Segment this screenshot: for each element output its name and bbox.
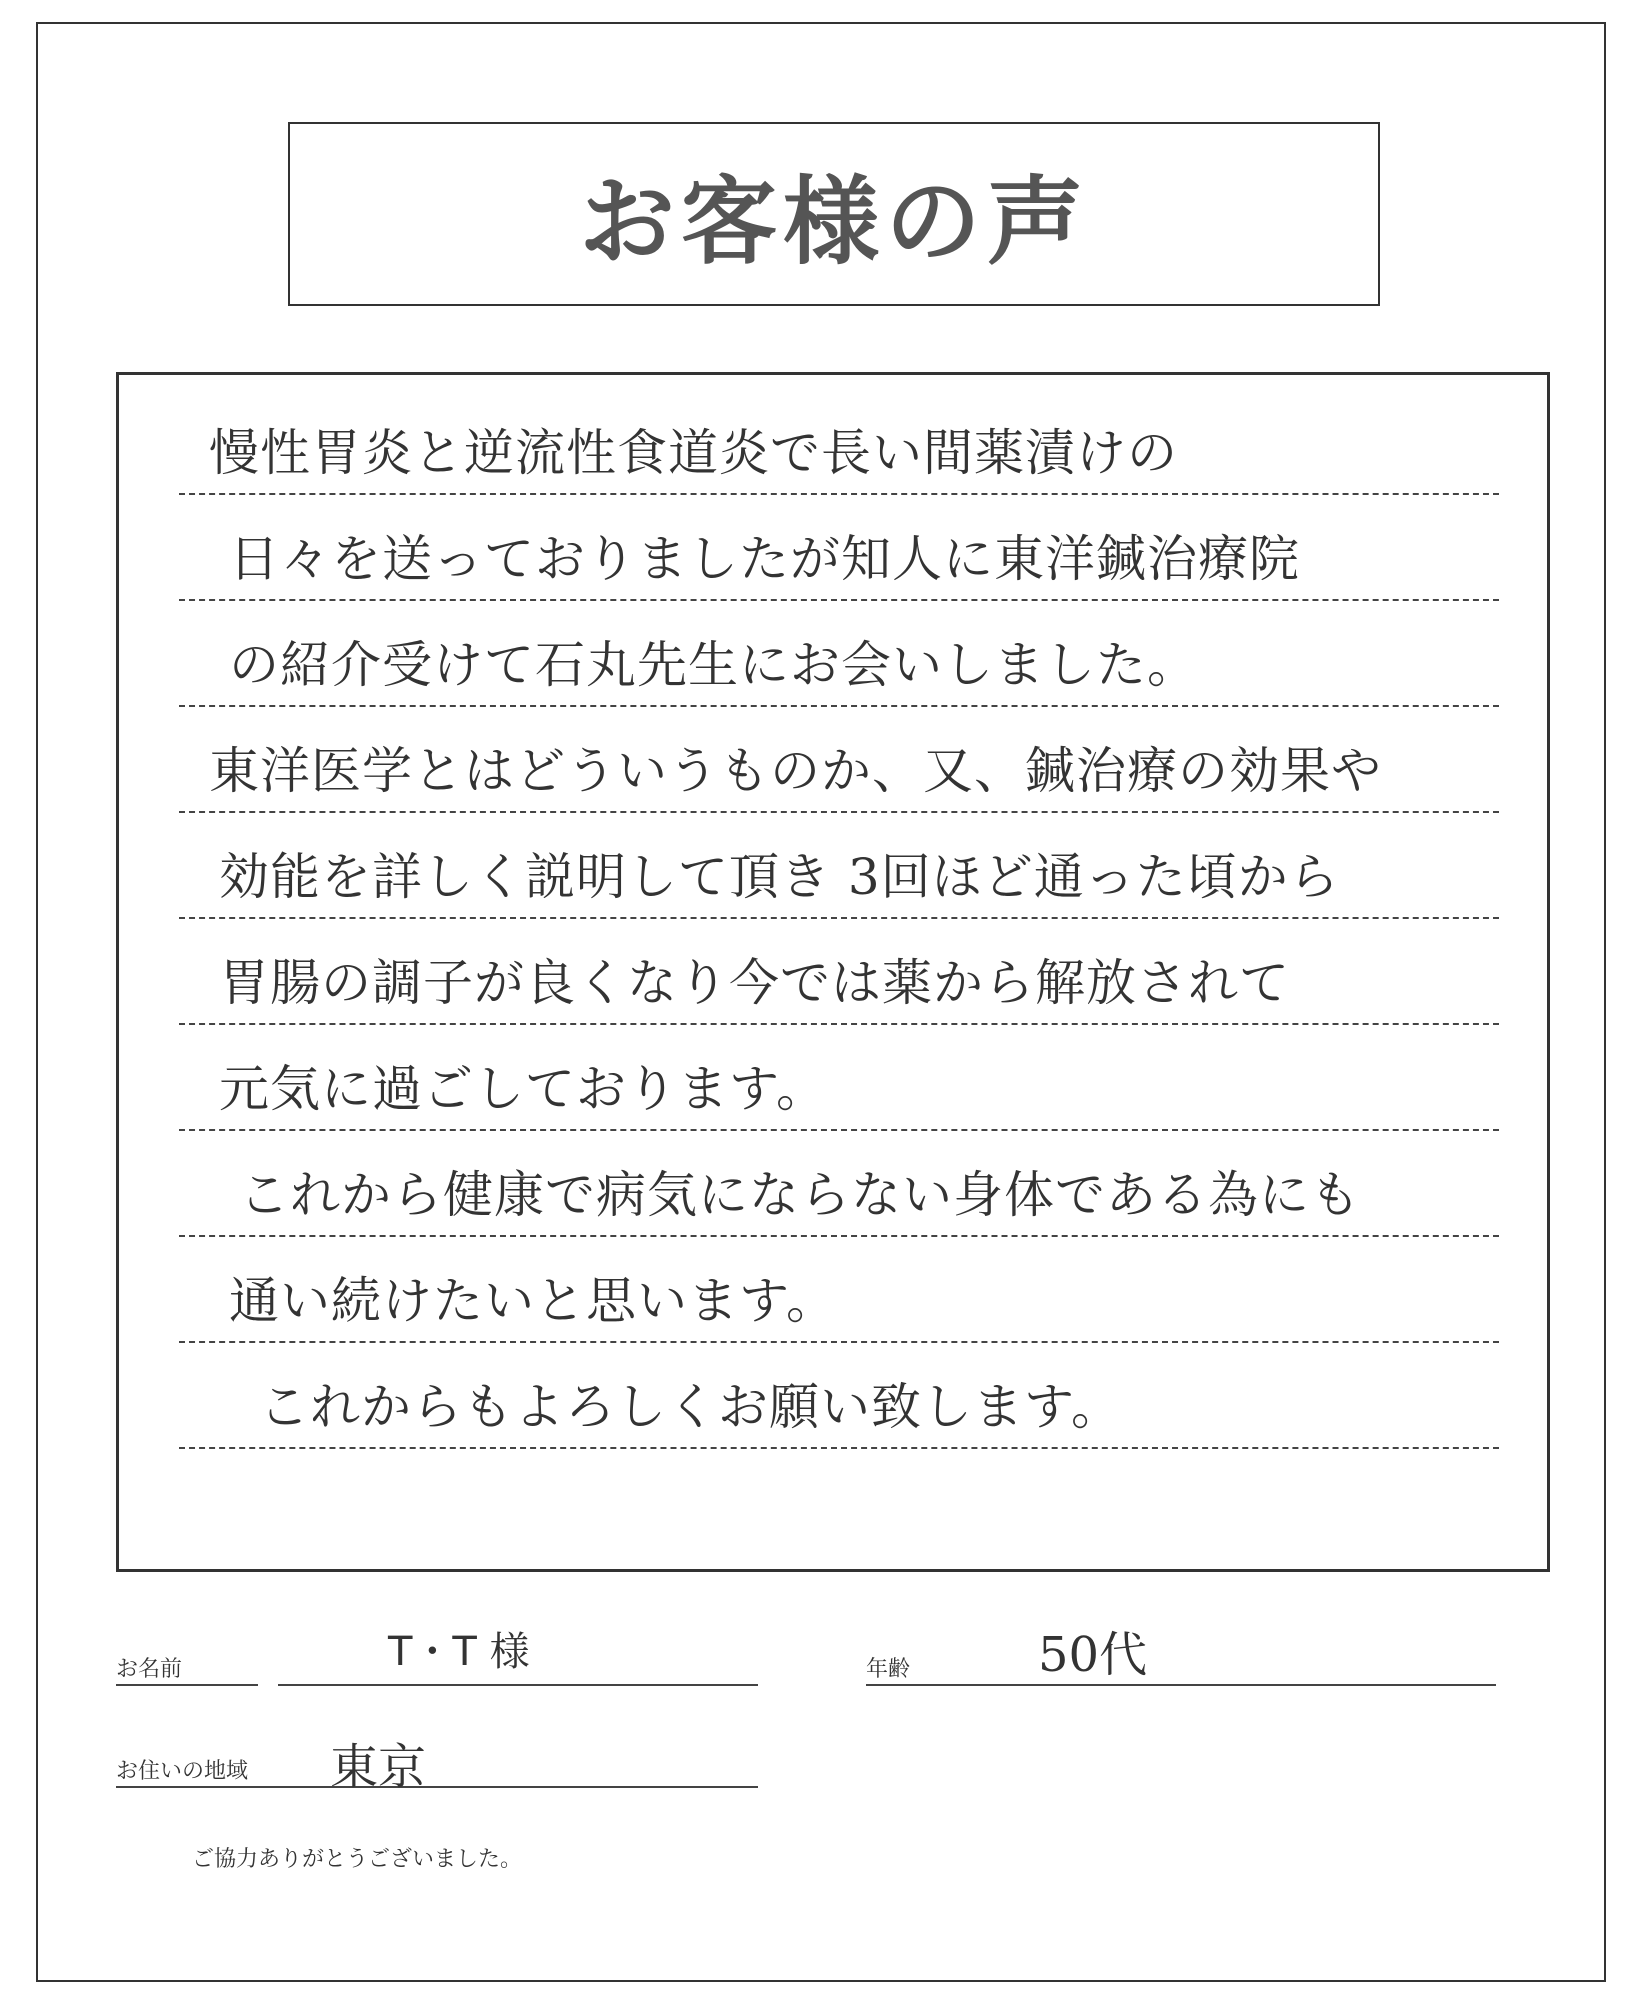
testimonial-line [179,1349,1499,1449]
testimonial-line [179,819,1499,919]
testimonial-line [179,1243,1499,1343]
testimonial-line-text: 胃腸の調子が良くなり今では薬から解放されて [219,954,1290,1012]
testimonial-line [179,1031,1499,1131]
testimonial-line [179,395,1499,495]
age-label: 年齢 [866,1657,911,1682]
testimonial-line [179,501,1499,601]
region-label: お住いの地域 [116,1759,249,1784]
age-underline [866,1684,1496,1686]
age-value: 50代 [1038,1627,1148,1683]
testimonial-line-text: 東洋医学とはどういうものか、又、鍼治療の効果や [209,742,1382,800]
testimonial-line-text: 慢性胃炎と逆流性食道炎で長い間薬漬けの [209,424,1178,482]
thanks-message: ご協力ありがとうございました。 [192,1847,523,1872]
testimonial-line-text: 日々を送っておりましたが知人に東洋鍼治療院 [229,530,1300,588]
title-box [288,122,1380,306]
survey-sheet [36,22,1606,1982]
testimonial-line-text: の紹介受けて石丸先生にお会いしました。 [229,636,1198,694]
region-value: 東京 [330,1739,427,1795]
testimonial-line [179,1137,1499,1237]
testimonial-line [179,713,1499,813]
testimonial-box [116,372,1550,1572]
testimonial-line-text: これから健康で病気にならない身体である為にも [239,1166,1361,1224]
testimonial-line-text: 効能を詳しく説明して頂き 3回ほど通った頃から [219,848,1340,906]
testimonial-line [179,607,1499,707]
name-label: お名前 [116,1657,183,1682]
testimonial-line-text: これからもよろしくお願い致します。 [259,1378,1122,1436]
name-label-underline [116,1684,258,1686]
name-value: T・T 様 [388,1629,530,1675]
page-title: お客様の声 [579,165,1089,278]
region-underline [116,1786,758,1788]
testimonial-line [179,925,1499,1025]
testimonial-line-text: 通い続けたいと思います。 [229,1272,837,1330]
name-value-underline [278,1684,758,1686]
testimonial-line-text: 元気に過ごしております。 [219,1060,827,1118]
